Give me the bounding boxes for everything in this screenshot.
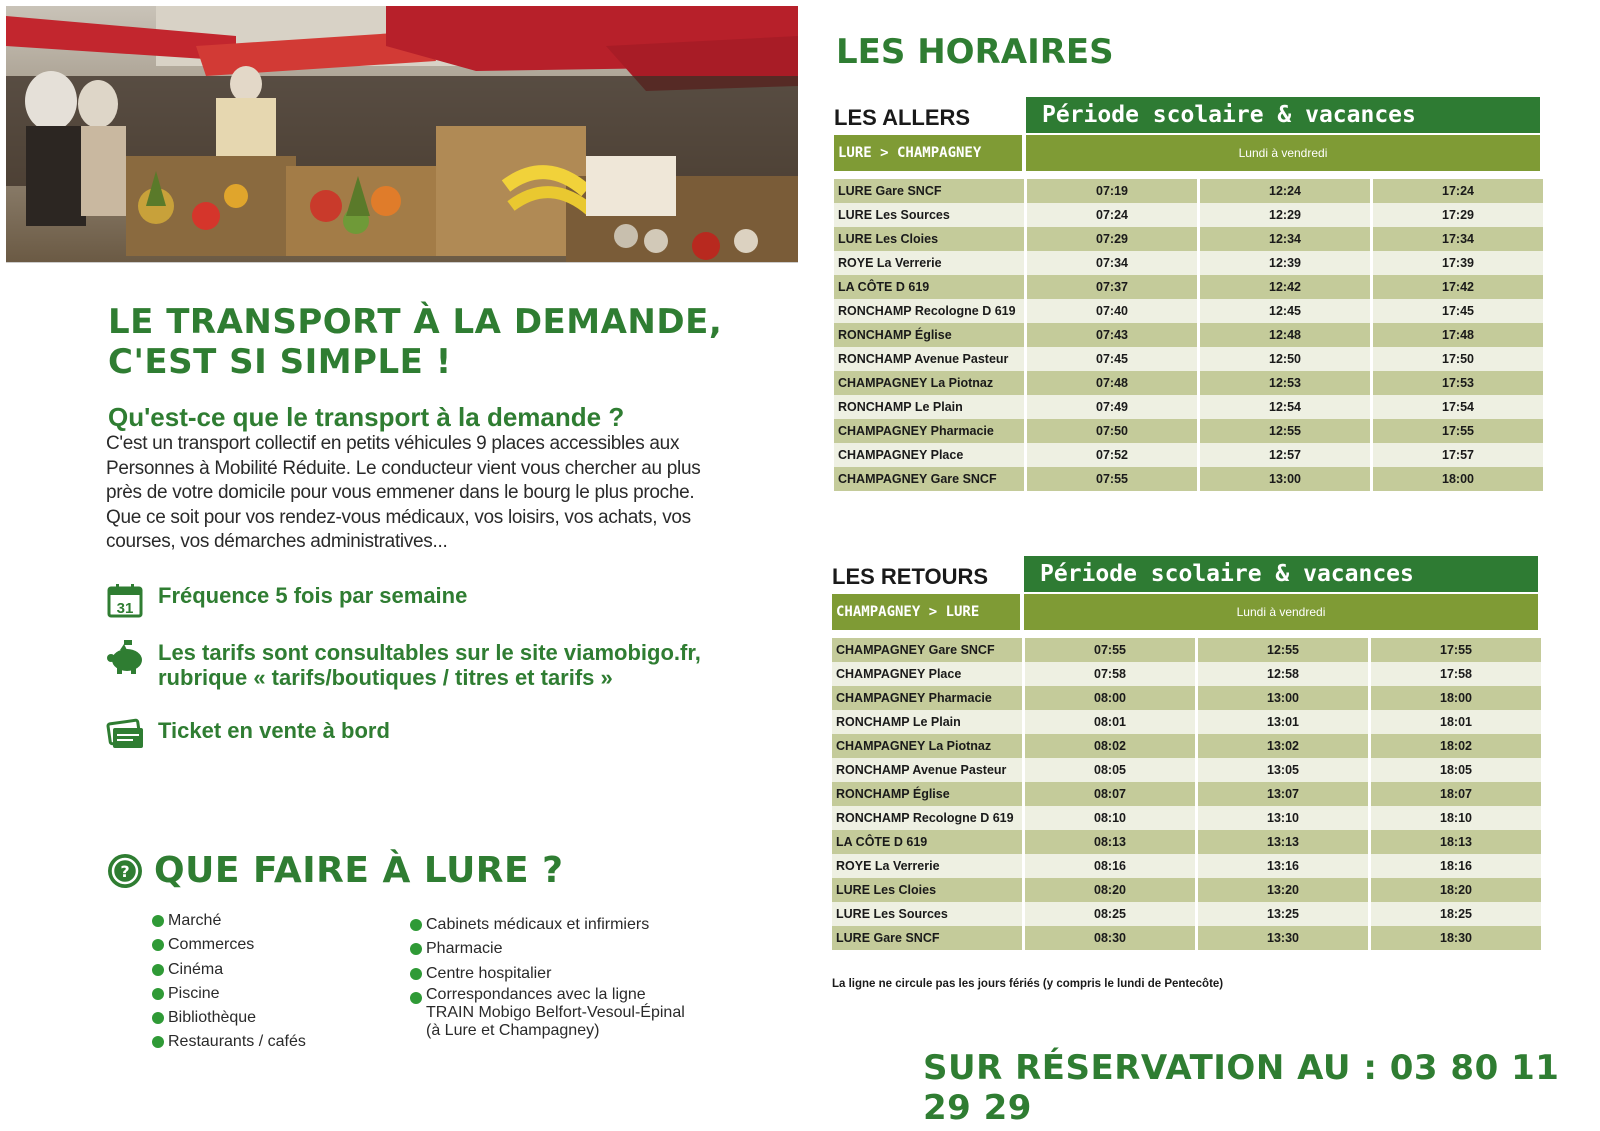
lure-title: QUE FAIRE À LURE ? xyxy=(154,850,564,891)
table-row xyxy=(832,758,1541,782)
intro-paragraph: C'est un transport collectif en petits véhicules 9 places accessibles aux Personnes à Mobilité Réduite. Le conducteur vient vous chercher au plus près de votre domicile pour vous emmener dans le bourg le plus proche. Que ce soit pour vos rendez-vous médicaux, vos loisirs, vos achats, vos courses, vos démarches administratives... xyxy=(106,433,701,552)
time-cell: 12:50 xyxy=(1200,347,1373,371)
list-item: Bibliothèque xyxy=(152,1006,306,1030)
time-cell: 18:16 xyxy=(1371,854,1541,878)
time-cell: 17:55 xyxy=(1373,419,1543,443)
time-cell: 07:43 xyxy=(1027,323,1200,347)
calendar-day: 31 xyxy=(116,600,134,617)
question-circle-icon xyxy=(106,852,144,890)
list-item: Marché xyxy=(152,909,306,933)
time-cell: 13:05 xyxy=(1198,758,1371,782)
horaires-title: LES HORAIRES xyxy=(836,32,1114,72)
stop-cell: LURE Gare SNCF xyxy=(834,179,1027,203)
retours-period: Période scolaire & vacances xyxy=(1024,556,1538,592)
main-title-line-2: C'EST SI SIMPLE ! xyxy=(108,342,452,382)
main-title-line-1: LE TRANSPORT À LA DEMANDE, xyxy=(108,302,723,342)
time-cell: 13:01 xyxy=(1198,710,1371,734)
stop-cell: RONCHAMP Le Plain xyxy=(834,395,1027,419)
time-cell: 18:13 xyxy=(1371,830,1541,854)
list-item: Cinéma xyxy=(152,958,306,982)
svg-text:?: ? xyxy=(120,861,130,881)
table-row xyxy=(832,710,1541,734)
time-cell: 12:34 xyxy=(1200,227,1373,251)
time-cell: 08:30 xyxy=(1025,926,1198,950)
time-cell: 07:58 xyxy=(1025,662,1198,686)
table-row xyxy=(832,830,1541,854)
time-cell: 07:40 xyxy=(1027,299,1200,323)
time-cell: 07:29 xyxy=(1027,227,1200,251)
stop-cell: CHAMPAGNEY Pharmacie xyxy=(834,419,1027,443)
feature-tariffs xyxy=(106,640,718,690)
allers-label: LES ALLERS xyxy=(834,105,971,130)
stop-cell: CHAMPAGNEY Gare SNCF xyxy=(834,467,1027,491)
tariffs-line-1: Les tarifs sont consultables sur le site viamobigo.fr, xyxy=(158,640,701,665)
table-row xyxy=(834,203,1543,227)
time-cell: 12:55 xyxy=(1200,419,1373,443)
time-cell: 18:07 xyxy=(1371,782,1541,806)
time-cell: 07:55 xyxy=(1025,638,1198,662)
feature-frequency xyxy=(106,583,718,619)
table-row xyxy=(832,734,1541,758)
time-cell: 08:25 xyxy=(1025,902,1198,926)
time-cell: 17:54 xyxy=(1373,395,1543,419)
time-cell: 07:37 xyxy=(1027,275,1200,299)
table-row xyxy=(832,926,1541,950)
stop-cell: RONCHAMP Recologne D 619 xyxy=(832,806,1025,830)
time-cell: 17:58 xyxy=(1371,662,1541,686)
time-cell: 18:25 xyxy=(1371,902,1541,926)
time-cell: 12:53 xyxy=(1200,371,1373,395)
correspondances-line-1: Correspondances avec la ligne xyxy=(426,985,646,1003)
table-row xyxy=(834,371,1543,395)
table-row xyxy=(832,686,1541,710)
question-heading: Qu'est-ce que le transport à la demande ? xyxy=(108,402,625,432)
stop-cell: ROYE La Verrerie xyxy=(832,854,1025,878)
time-cell: 08:10 xyxy=(1025,806,1198,830)
list-item: Piscine xyxy=(152,982,306,1006)
table-row xyxy=(834,299,1543,323)
list-item: Centre hospitalier xyxy=(410,962,685,986)
stop-cell: CHAMPAGNEY Pharmacie xyxy=(832,686,1025,710)
stop-cell: ROYE La Verrerie xyxy=(834,251,1027,275)
time-cell: 12:58 xyxy=(1198,662,1371,686)
time-cell: 18:02 xyxy=(1371,734,1541,758)
feature-ticket xyxy=(106,718,718,754)
table-row xyxy=(832,662,1541,686)
time-cell: 12:48 xyxy=(1200,323,1373,347)
table-row xyxy=(834,179,1543,203)
list-item: Cabinets médicaux et infirmiers xyxy=(410,913,685,937)
time-cell: 17:50 xyxy=(1373,347,1543,371)
piggy-bank-icon xyxy=(106,640,146,676)
stop-cell: LURE Les Cloies xyxy=(832,878,1025,902)
time-cell: 07:24 xyxy=(1027,203,1200,227)
time-cell: 17:57 xyxy=(1373,443,1543,467)
timetable-allers xyxy=(834,97,1540,491)
time-cell: 12:55 xyxy=(1198,638,1371,662)
table-row xyxy=(832,782,1541,806)
time-cell: 07:50 xyxy=(1027,419,1200,443)
time-cell: 12:24 xyxy=(1200,179,1373,203)
time-cell: 18:20 xyxy=(1371,878,1541,902)
retours-label: LES RETOURS xyxy=(832,564,989,589)
retours-table xyxy=(832,638,1541,950)
time-cell: 18:00 xyxy=(1371,686,1541,710)
time-cell: 13:16 xyxy=(1198,854,1371,878)
time-cell: 13:30 xyxy=(1198,926,1371,950)
table-row xyxy=(834,347,1543,371)
table-row xyxy=(834,323,1543,347)
stop-cell: LA CÔTE D 619 xyxy=(834,275,1027,299)
stop-cell: CHAMPAGNEY La Piotnaz xyxy=(834,371,1027,395)
stop-cell: RONCHAMP Église xyxy=(834,323,1027,347)
holiday-note: La ligne ne circule pas les jours fériés (y compris le lundi de Pentecôte) xyxy=(832,978,1224,990)
time-cell: 08:20 xyxy=(1025,878,1198,902)
allers-route: LURE > CHAMPAGNEY xyxy=(834,135,1022,171)
stop-cell: RONCHAMP Avenue Pasteur xyxy=(832,758,1025,782)
retours-route: CHAMPAGNEY > LURE xyxy=(832,594,1020,630)
time-cell: 17:42 xyxy=(1373,275,1543,299)
stop-cell: CHAMPAGNEY Gare SNCF xyxy=(832,638,1025,662)
calendar-icon xyxy=(106,583,146,619)
time-cell: 07:34 xyxy=(1027,251,1200,275)
stop-cell: LURE Gare SNCF xyxy=(832,926,1025,950)
lure-list-col-1 xyxy=(152,909,306,1055)
table-row xyxy=(832,878,1541,902)
lure-list-col-2 xyxy=(410,913,685,1040)
correspondances-line-3: (à Lure et Champagney) xyxy=(426,1021,600,1039)
retours-days: Lundi à vendredi xyxy=(1024,594,1538,630)
table-row xyxy=(834,467,1543,491)
time-cell: 12:42 xyxy=(1200,275,1373,299)
tariffs-text xyxy=(158,640,718,690)
time-cell: 13:20 xyxy=(1198,878,1371,902)
list-item: Commerces xyxy=(152,933,306,957)
time-cell: 17:29 xyxy=(1373,203,1543,227)
stop-cell: RONCHAMP Recologne D 619 xyxy=(834,299,1027,323)
list-item: Pharmacie xyxy=(410,937,685,961)
time-cell: 07:45 xyxy=(1027,347,1200,371)
lure-section-heading xyxy=(106,850,564,891)
table-row xyxy=(832,806,1541,830)
time-cell: 07:49 xyxy=(1027,395,1200,419)
time-cell: 18:05 xyxy=(1371,758,1541,782)
time-cell: 08:16 xyxy=(1025,854,1198,878)
time-cell: 18:30 xyxy=(1371,926,1541,950)
time-cell: 13:00 xyxy=(1200,467,1373,491)
list-item: Restaurants / cafés xyxy=(152,1030,306,1054)
ticket-icon xyxy=(106,718,146,754)
time-cell: 12:57 xyxy=(1200,443,1373,467)
list-item-correspondances xyxy=(410,986,685,1040)
time-cell: 07:55 xyxy=(1027,467,1200,491)
allers-table xyxy=(834,179,1543,491)
stop-cell: LURE Les Sources xyxy=(832,902,1025,926)
time-cell: 08:00 xyxy=(1025,686,1198,710)
stop-cell: CHAMPAGNEY La Piotnaz xyxy=(832,734,1025,758)
time-cell: 17:39 xyxy=(1373,251,1543,275)
time-cell: 12:39 xyxy=(1200,251,1373,275)
time-cell: 13:25 xyxy=(1198,902,1371,926)
table-row xyxy=(834,395,1543,419)
time-cell: 17:45 xyxy=(1373,299,1543,323)
allers-period: Période scolaire & vacances xyxy=(1026,97,1540,133)
tariffs-line-2: rubrique « tarifs/boutiques / titres et tarifs » xyxy=(158,665,613,690)
timetable-retours xyxy=(832,556,1538,950)
time-cell: 07:52 xyxy=(1027,443,1200,467)
table-row xyxy=(832,854,1541,878)
time-cell: 08:05 xyxy=(1025,758,1198,782)
time-cell: 13:02 xyxy=(1198,734,1371,758)
time-cell: 17:55 xyxy=(1371,638,1541,662)
time-cell: 17:48 xyxy=(1373,323,1543,347)
stop-cell: RONCHAMP Le Plain xyxy=(832,710,1025,734)
time-cell: 18:10 xyxy=(1371,806,1541,830)
time-cell: 12:45 xyxy=(1200,299,1373,323)
table-row xyxy=(834,443,1543,467)
time-cell: 07:19 xyxy=(1027,179,1200,203)
stop-cell: LURE Les Sources xyxy=(834,203,1027,227)
time-cell: 13:10 xyxy=(1198,806,1371,830)
time-cell: 07:48 xyxy=(1027,371,1200,395)
time-cell: 13:00 xyxy=(1198,686,1371,710)
allers-days: Lundi à vendredi xyxy=(1026,135,1540,171)
main-title xyxy=(108,302,722,382)
table-row xyxy=(834,275,1543,299)
stop-cell: RONCHAMP Église xyxy=(832,782,1025,806)
time-cell: 12:29 xyxy=(1200,203,1373,227)
table-row xyxy=(832,902,1541,926)
time-cell: 08:02 xyxy=(1025,734,1198,758)
reservation-phone: SUR RÉSERVATION AU : 03 80 11 29 29 xyxy=(923,1048,1560,1128)
time-cell: 18:01 xyxy=(1371,710,1541,734)
time-cell: 08:13 xyxy=(1025,830,1198,854)
time-cell: 18:00 xyxy=(1373,467,1543,491)
table-row xyxy=(834,419,1543,443)
time-cell: 08:07 xyxy=(1025,782,1198,806)
stop-cell: CHAMPAGNEY Place xyxy=(832,662,1025,686)
ticket-text: Ticket en vente à bord xyxy=(158,718,390,743)
time-cell: 17:34 xyxy=(1373,227,1543,251)
stop-cell: RONCHAMP Avenue Pasteur xyxy=(834,347,1027,371)
stop-cell: LURE Les Cloies xyxy=(834,227,1027,251)
table-row xyxy=(832,638,1541,662)
correspondances-line-2: TRAIN Mobigo Belfort-Vesoul-Épinal xyxy=(426,1003,685,1021)
frequency-text: Fréquence 5 fois par semaine xyxy=(158,583,468,608)
table-row xyxy=(834,227,1543,251)
table-row xyxy=(834,251,1543,275)
time-cell: 17:24 xyxy=(1373,179,1543,203)
time-cell: 13:13 xyxy=(1198,830,1371,854)
time-cell: 12:54 xyxy=(1200,395,1373,419)
stop-cell: LA CÔTE D 619 xyxy=(832,830,1025,854)
time-cell: 08:01 xyxy=(1025,710,1198,734)
time-cell: 17:53 xyxy=(1373,371,1543,395)
market-photo xyxy=(6,6,798,263)
time-cell: 13:07 xyxy=(1198,782,1371,806)
stop-cell: CHAMPAGNEY Place xyxy=(834,443,1027,467)
